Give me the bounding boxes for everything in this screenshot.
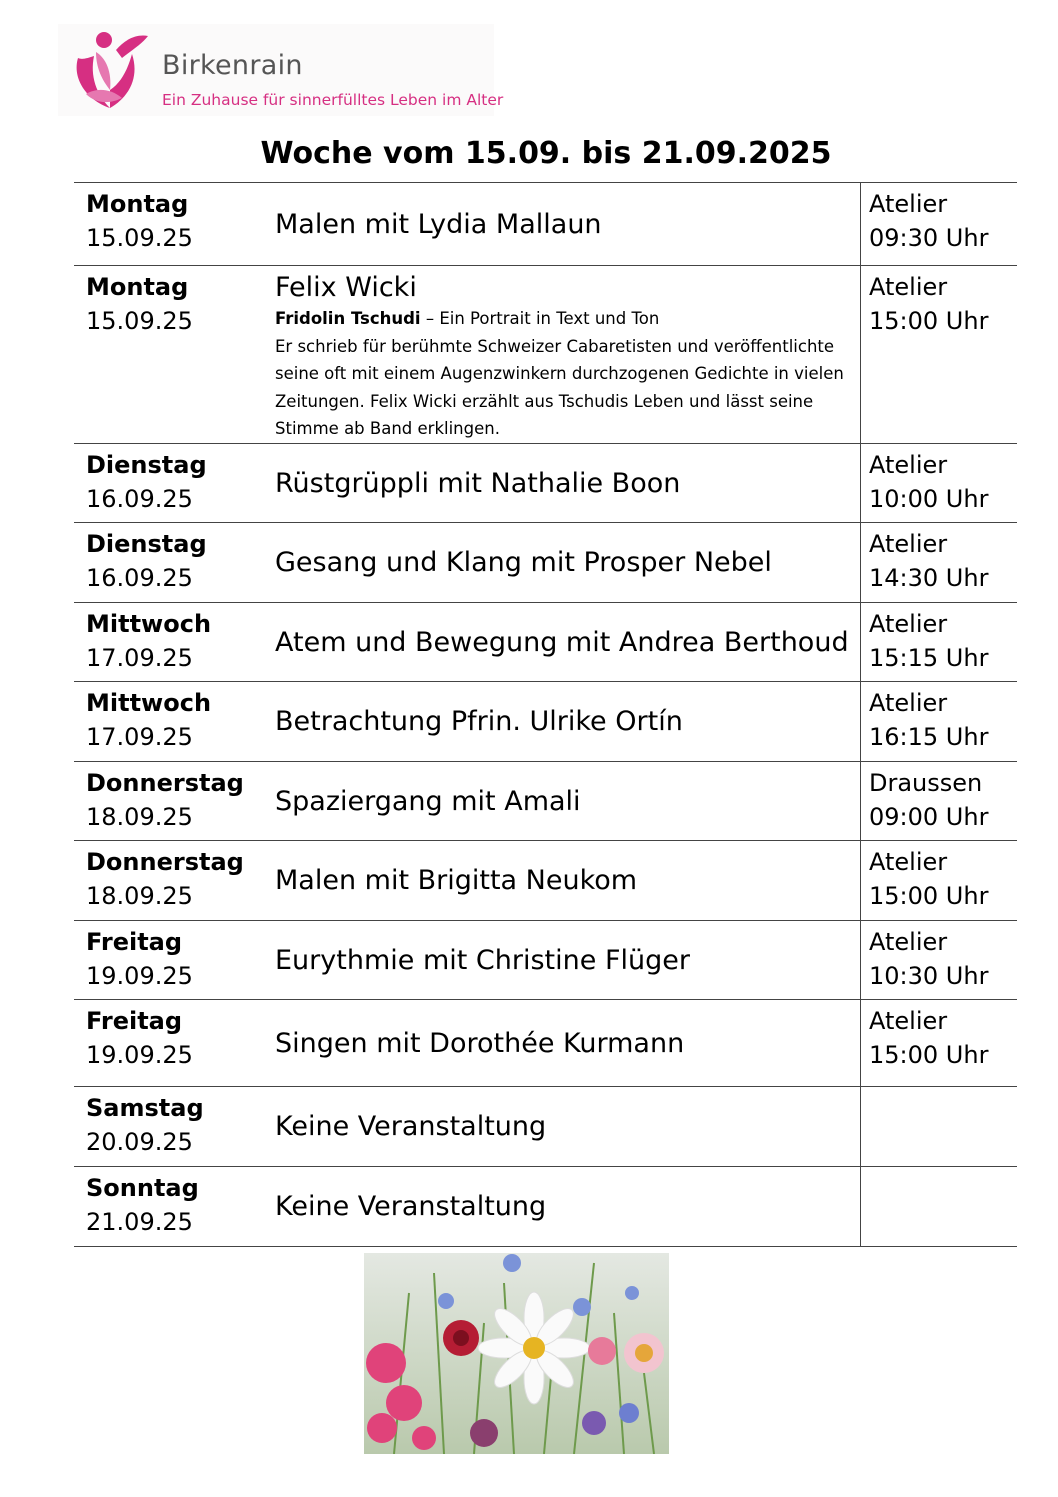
activity-detail	[275, 305, 860, 443]
location: Atelier	[869, 273, 948, 301]
schedule-row	[74, 183, 1017, 266]
weekday: Dienstag	[86, 530, 207, 558]
time: 16:15 Uhr	[869, 723, 989, 751]
time: 09:30 Uhr	[869, 224, 989, 252]
day-cell	[74, 762, 262, 840]
wildflowers-photo	[364, 1253, 669, 1454]
weekday: Freitag	[86, 1007, 183, 1035]
activity-title: Eurythmie mit Christine Flüger	[275, 944, 690, 976]
schedule-table	[74, 182, 1017, 1247]
logo-block	[58, 24, 504, 116]
description-line: Er schrieb für berühmte Schweizer Cabaretisten und veröffentlichte	[275, 336, 835, 356]
day-cell	[74, 841, 262, 920]
time: 10:00 Uhr	[869, 485, 989, 513]
location-cell	[860, 1087, 1017, 1166]
activity-title: Malen mit Brigitta Neukom	[275, 865, 638, 896]
weekday: Mittwoch	[86, 689, 212, 717]
location: Atelier	[869, 530, 948, 558]
location-cell	[860, 523, 1017, 602]
activity-title: Felix Wicki	[275, 272, 417, 303]
activity-title: Atem und Bewegung mit Andrea Berthoud	[275, 626, 849, 658]
location: Atelier	[869, 928, 948, 956]
time: 15:00 Uhr	[869, 307, 989, 335]
weekday: Montag	[86, 190, 189, 218]
location-cell	[860, 444, 1017, 522]
day-cell	[74, 1000, 262, 1086]
activity-cell	[262, 841, 860, 920]
location: Atelier	[869, 610, 948, 638]
location-cell	[860, 183, 1017, 265]
date: 15.09.25	[86, 307, 193, 335]
time: 14:30 Uhr	[869, 564, 989, 592]
date: 15.09.25	[86, 224, 193, 252]
description-line: Stimme ab Band erklingen.	[275, 419, 500, 438]
day-cell	[74, 266, 262, 443]
date: 21.09.25	[86, 1208, 193, 1236]
location-cell	[860, 921, 1017, 999]
description-line: seine oft mit einem Augenzwinkern durchzogenen Gedichte in vielen	[275, 364, 844, 383]
weekday: Donnerstag	[86, 769, 244, 797]
time: 09:00 Uhr	[869, 803, 989, 831]
schedule-row	[74, 523, 1017, 603]
schedule-row	[74, 266, 1017, 444]
activity-cell	[262, 1000, 860, 1086]
activity-title: Rüstgrüppli mit Nathalie Boon	[275, 467, 681, 499]
activity-title: Keine Veranstaltung	[275, 1191, 547, 1222]
brand-tagline: Ein Zuhause für sinnerfülltes Leben im Alter	[162, 91, 504, 109]
location-cell	[860, 762, 1017, 840]
day-cell	[74, 1087, 262, 1166]
weekday: Montag	[86, 273, 189, 301]
date: 16.09.25	[86, 564, 193, 592]
day-cell	[74, 183, 262, 265]
day-cell	[74, 921, 262, 999]
weekday: Samstag	[86, 1094, 204, 1122]
schedule-row	[74, 1087, 1017, 1167]
date: 16.09.25	[86, 485, 193, 513]
activity-title: Gesang und Klang mit Prosper Nebel	[275, 547, 772, 578]
schedule-row	[74, 762, 1017, 841]
weekday: Donnerstag	[86, 848, 244, 876]
time: 15:15 Uhr	[869, 644, 989, 672]
location-cell	[860, 1000, 1017, 1086]
location-cell	[860, 266, 1017, 443]
activity-subtitle	[275, 305, 860, 333]
time: 15:00 Uhr	[869, 1041, 989, 1069]
activity-cell	[262, 183, 860, 265]
date: 19.09.25	[86, 962, 193, 990]
location: Atelier	[869, 848, 948, 876]
schedule-row	[74, 603, 1017, 682]
time: 10:30 Uhr	[869, 962, 989, 990]
date: 19.09.25	[86, 1041, 193, 1069]
schedule-row	[74, 1000, 1017, 1087]
description-line: Zeitungen. Felix Wicki erzählt aus Tschudis Leben und lässt seine	[275, 391, 814, 411]
day-cell	[74, 1167, 262, 1246]
subtitle-bold: Fridolin Tschudi	[275, 309, 421, 328]
activity-cell	[262, 266, 860, 443]
location-cell	[860, 682, 1017, 761]
weekday: Sonntag	[86, 1174, 199, 1202]
schedule-row	[74, 444, 1017, 523]
activity-title: Betrachtung Pfrin. Ulrike Ortín	[275, 706, 683, 737]
location: Atelier	[869, 451, 948, 479]
activity-cell	[262, 762, 860, 840]
date: 17.09.25	[86, 723, 193, 751]
day-cell	[74, 444, 262, 522]
birkenrain-logo-icon	[66, 28, 156, 112]
activity-cell	[262, 1087, 860, 1166]
activity-cell	[262, 682, 860, 761]
location: Atelier	[869, 689, 948, 717]
location: Atelier	[869, 1007, 948, 1035]
date: 18.09.25	[86, 803, 193, 831]
time: 15:00 Uhr	[869, 882, 989, 910]
day-cell	[74, 603, 262, 681]
schedule-row	[74, 682, 1017, 762]
activity-cell	[262, 603, 860, 681]
activity-title: Keine Veranstaltung	[275, 1111, 547, 1142]
location-cell	[860, 1167, 1017, 1246]
page-title: Woche vom 15.09. bis 21.09.2025	[260, 136, 832, 171]
activity-title: Malen mit Lydia Mallaun	[275, 208, 602, 240]
activity-cell	[262, 444, 860, 522]
location: Draussen	[869, 769, 983, 797]
date: 20.09.25	[86, 1128, 193, 1156]
subtitle-rest: – Ein Portrait in Text und Ton	[420, 309, 660, 328]
weekday: Freitag	[86, 928, 183, 956]
weekday: Mittwoch	[86, 610, 212, 638]
location-cell	[860, 841, 1017, 920]
activity-cell	[262, 523, 860, 602]
day-cell	[74, 523, 262, 602]
activity-cell	[262, 921, 860, 999]
location: Atelier	[869, 190, 948, 218]
activity-title: Spaziergang mit Amali	[275, 785, 581, 817]
schedule-row	[74, 921, 1017, 1000]
schedule-row	[74, 1167, 1017, 1247]
brand-name: Birkenrain	[162, 50, 303, 81]
activity-title: Singen mit Dorothée Kurmann	[275, 1027, 685, 1059]
date: 17.09.25	[86, 644, 193, 672]
location-cell	[860, 603, 1017, 681]
day-cell	[74, 682, 262, 761]
weekday: Dienstag	[86, 451, 207, 479]
schedule-row	[74, 841, 1017, 921]
date: 18.09.25	[86, 882, 193, 910]
activity-cell	[262, 1167, 860, 1246]
